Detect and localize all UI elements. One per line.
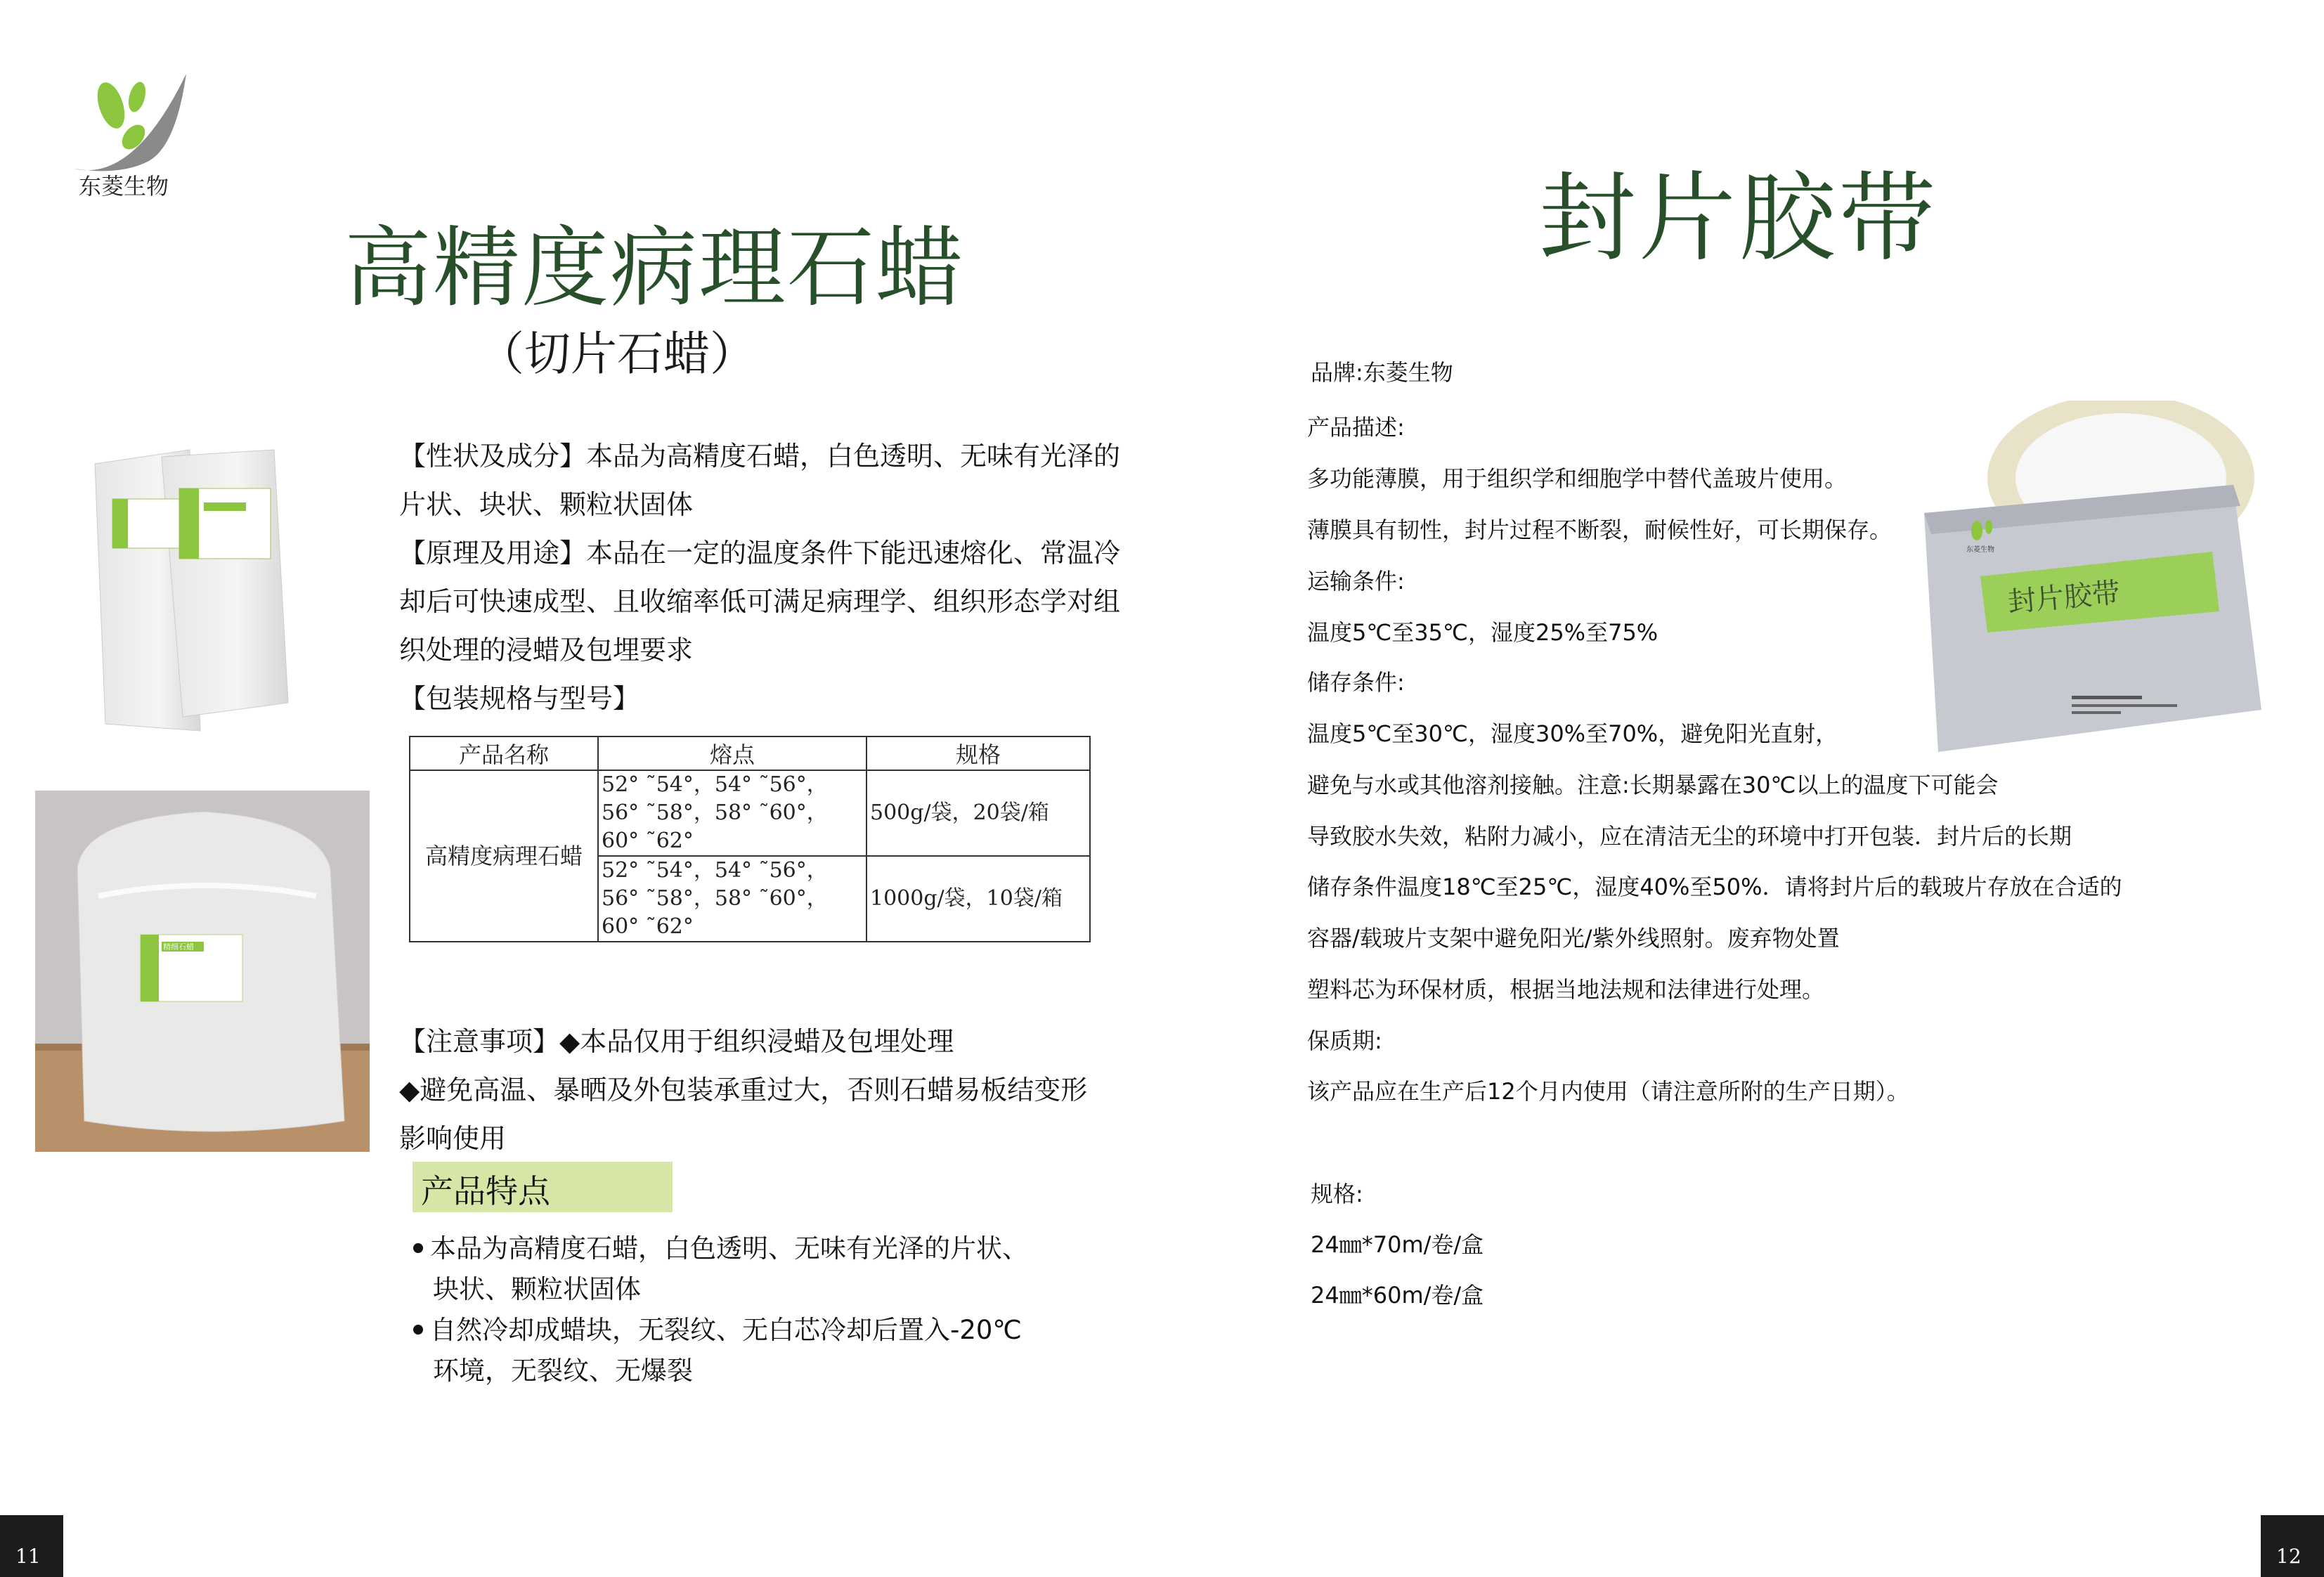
desc-line: 运输条件: (1307, 568, 1405, 595)
spec-title: 规格: (1311, 1181, 1363, 1207)
desc-line: 避免与水或其他溶剂接触。注意:长期暴露在30℃以上的温度下可能会 (1307, 772, 1999, 798)
notes-section (399, 1018, 1087, 1163)
notes-line: 影响使用 (399, 1123, 507, 1154)
desc-line: 储存条件: (1307, 669, 1405, 696)
features-header: 产品特点 (413, 1162, 673, 1212)
bullet-icon (413, 1243, 423, 1253)
page-subtitle: （切片石蜡） (478, 327, 756, 381)
desc-line: 塑料芯为环保材质，根据当地法规和法律进行处理。 (1307, 976, 1825, 1003)
feature-item-cont: 环境，无裂纹、无爆裂 (433, 1356, 693, 1386)
right-page-title: 封片胶带 (1539, 162, 1939, 275)
feature-item: 自然冷却成蜡块，无裂纹、无白芯冷却后置入-20℃ (413, 1310, 1028, 1351)
brand-line: 品牌:东菱生物 (1311, 359, 1453, 386)
description-line: 却后可快速成型、且收缩率低可满足病理学、组织形态学对组 (399, 586, 1121, 617)
spec-item: 24㎜*60m/卷/盒 (1311, 1282, 1484, 1309)
table-cell-spec: 500g/袋，20袋/箱 (866, 770, 1090, 856)
description-line: 片状、块状、颗粒状固体 (399, 489, 694, 520)
desc-line: 温度5℃至30℃，湿度30%至70%，避免阳光直射， (1307, 720, 1838, 747)
brand-logo-text: 东菱生物 (79, 173, 169, 200)
desc-line: 多功能薄膜，用于组织学和细胞学中替代盖玻片使用。 (1307, 465, 1848, 492)
table-header: 熔点 (598, 736, 866, 770)
desc-line: 该产品应在生产后12个月内使用（请注意所附的生产日期）。 (1307, 1078, 1909, 1105)
table-cell-spec: 1000g/袋，10袋/箱 (866, 856, 1090, 942)
desc-line: 导致胶水失效，粘附力减小，应在清洁无尘的环境中打开包装．封片后的长期 (1307, 823, 2072, 850)
page-title: 高精度病理石蜡 (344, 218, 965, 319)
notes-line: ◆避免高温、暴晒及外包装承重过大，否则石蜡易板结变形 (399, 1075, 1088, 1105)
box-label-text: 封片胶带 (2006, 576, 2122, 619)
description-line: 织处理的浸蜡及包埋要求 (399, 635, 694, 666)
desc-line: 保质期: (1307, 1027, 1382, 1054)
spec-item: 24㎜*70m/卷/盒 (1311, 1231, 1484, 1258)
description-line: 【原理及用途】本品在一定的温度条件下能迅速熔化、常温冷 (399, 538, 1121, 569)
feature-item-cont: 块状、颗粒状固体 (433, 1274, 641, 1304)
table-cell-melting: 52° ˜54°，54° ˜56°， 56° ˜58°，58° ˜60°， 60° ˜62° (598, 770, 866, 856)
page-number-left: 11 (0, 1515, 63, 1577)
desc-line: 储存条件温度18℃至25℃，湿度40%至50%．请将封片后的载玻片存放在合适的 (1307, 874, 2122, 900)
paraffin-bags-photo (84, 436, 302, 745)
notes-line: 【注意事项】◆本品仅用于组织浸蜡及包埋处理 (399, 1026, 954, 1057)
description-line: 【性状及成分】本品为高精度石蜡，白色透明、无味有光泽的 (399, 441, 1121, 472)
desc-line: 温度5℃至35℃，湿度25%至75% (1307, 619, 1658, 646)
description-line: 【包装规格与型号】 (399, 683, 640, 714)
bullet-icon (413, 1325, 423, 1335)
box-brand-text: 东菱生物 (1966, 546, 1994, 554)
paraffin-bag-photo (35, 791, 370, 1152)
table-header: 规格 (866, 736, 1090, 770)
desc-line: 容器/载玻片支架中避免阳光/紫外线照射。废弃物处置 (1307, 925, 1840, 952)
product-description (399, 432, 1120, 723)
tape-box-photo (1910, 401, 2261, 766)
features-list (413, 1228, 1028, 1391)
feature-item: 本品为高精度石蜡，白色透明、无味有光泽的片状、 (413, 1228, 1028, 1269)
bag-label-text: 精细石蜡 (163, 942, 194, 952)
table-header: 产品名称 (410, 736, 598, 770)
desc-line: 产品描述: (1307, 414, 1405, 441)
page-number-right: 12 (2261, 1515, 2324, 1577)
table-cell-melting: 52° ˜54°，54° ˜56°， 56° ˜58°，58° ˜60°， 60° ˜62° (598, 856, 866, 942)
spec-table (409, 736, 1091, 942)
desc-line: 薄膜具有韧性，封片过程不断裂，耐候性好，可长期保存。 (1307, 517, 1893, 543)
table-cell-product: 高精度病理石蜡 (410, 770, 598, 942)
